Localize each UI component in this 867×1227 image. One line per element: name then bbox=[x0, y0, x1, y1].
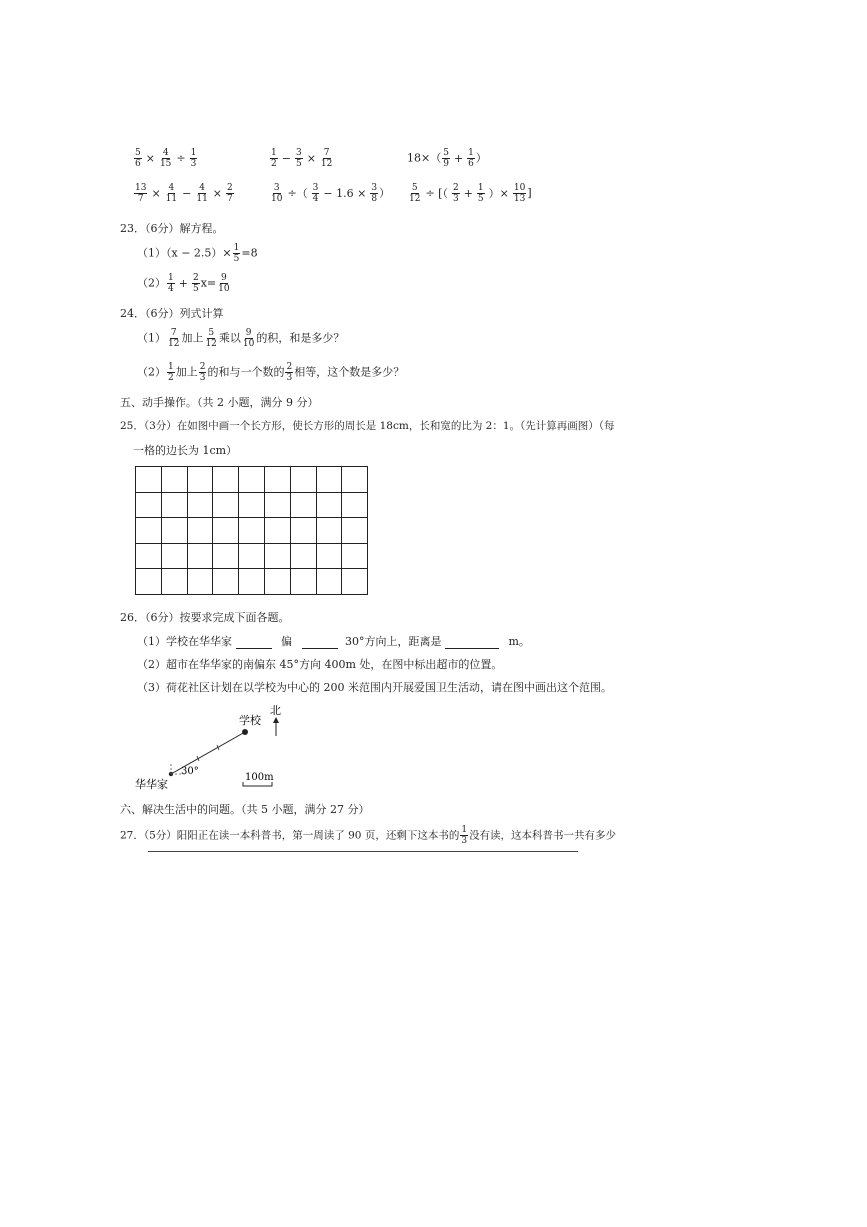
q26-part1: （1）学校在华华家 偏 30°方向上，距离是 m。 bbox=[137, 635, 530, 648]
grid-cell[interactable] bbox=[213, 492, 239, 518]
grid-cell[interactable] bbox=[264, 569, 290, 595]
q27-text: 27．（5分）阳阳正在读一本科普书，第一周读了 90 页，还剩下这本书的 $\frac{1}{3}$ 没有读，这本科普书一共有多少 bbox=[120, 825, 617, 846]
grid-cell[interactable] bbox=[161, 467, 187, 493]
grid-cell[interactable] bbox=[213, 543, 239, 569]
grid-cell[interactable] bbox=[213, 467, 239, 493]
grid-cell[interactable] bbox=[342, 492, 368, 518]
grid-cell[interactable] bbox=[136, 492, 162, 518]
fraction: $\frac{3}{4}$ bbox=[312, 183, 319, 204]
grid-cell[interactable] bbox=[239, 543, 265, 569]
grid-cell[interactable] bbox=[161, 518, 187, 544]
north-label: 北 bbox=[270, 704, 281, 717]
grid-cell[interactable] bbox=[342, 467, 368, 493]
expr-1-1: $\frac{5}{6}$ × $\frac{4}{15}$ ÷ $\frac{1}{3}$ bbox=[135, 148, 197, 169]
direction-map[interactable] bbox=[125, 700, 295, 795]
grid-cell[interactable] bbox=[213, 518, 239, 544]
fraction: $\frac{4}{11}$ bbox=[196, 183, 208, 204]
grid-cell[interactable] bbox=[316, 569, 342, 595]
q26-part3: （3）荷花社区计划在以学校为中心的 200 米范围内开展爱国卫生活动，请在图中画出这个范围。 bbox=[137, 681, 612, 694]
fraction: $\frac{9}{10}$ bbox=[242, 328, 255, 349]
grid-cell[interactable] bbox=[161, 569, 187, 595]
grid-cell[interactable] bbox=[264, 543, 290, 569]
grid-cell[interactable] bbox=[187, 543, 213, 569]
expr-2-3: $\frac{5}{12}$ ÷ [（ $\frac{2}{3}$ + $\frac{1}{5}$ ）× $\frac{10}{13}$ ] bbox=[409, 183, 532, 204]
expr-2-1: $\frac{13}{7}$ × $\frac{4}{11}$ − $\frac{4}{11}$ × $\frac{2}{7}$ bbox=[135, 183, 233, 204]
fraction: $\frac{10}{13}$ bbox=[513, 183, 526, 204]
fraction: $\frac{2}{5}$ bbox=[192, 273, 199, 294]
expr-2-2: $\frac{3}{10}$ ÷（ $\frac{3}{4}$ − 1.6 × $\frac{3}{8}$ ） bbox=[271, 183, 391, 204]
fraction: $\frac{4}{15}$ bbox=[159, 148, 172, 169]
grid-cell[interactable] bbox=[316, 492, 342, 518]
grid-cell[interactable] bbox=[161, 543, 187, 569]
fraction: $\frac{2}{3}$ bbox=[452, 183, 459, 204]
grid-row bbox=[136, 492, 368, 518]
q25-line2: 一格的边长为 1cm） bbox=[133, 444, 238, 457]
q23-part1: （1）（x − 2.5）× $\frac{1}{5}$ =8 bbox=[137, 243, 258, 264]
angle-label: 30° bbox=[181, 766, 199, 777]
grid-cell[interactable] bbox=[239, 492, 265, 518]
grid-cell[interactable] bbox=[264, 518, 290, 544]
answer-blank[interactable] bbox=[445, 637, 499, 649]
grid-cell[interactable] bbox=[136, 543, 162, 569]
fraction: $\frac{7}{12}$ bbox=[320, 148, 333, 169]
grid-row bbox=[136, 543, 368, 569]
grid-cell[interactable] bbox=[264, 467, 290, 493]
grid-cell[interactable] bbox=[290, 543, 316, 569]
grid-cell[interactable] bbox=[187, 569, 213, 595]
q26-part2: （2）超市在华华家的南偏东 45°方向 400m 处，在图中标出超市的位置。 bbox=[137, 658, 503, 671]
grid-cell[interactable] bbox=[290, 518, 316, 544]
fraction: $\frac{1}{3}$ bbox=[461, 825, 468, 846]
fraction: $\frac{9}{10}$ bbox=[218, 273, 230, 294]
fraction: $\frac{4}{11}$ bbox=[165, 183, 178, 204]
fraction: $\frac{5}{12}$ bbox=[409, 183, 421, 204]
fraction: $\frac{5}{6}$ bbox=[135, 148, 141, 169]
grid-cell[interactable] bbox=[316, 467, 342, 493]
fraction: $\frac{7}{12}$ bbox=[168, 328, 180, 349]
page-cut-line bbox=[148, 851, 578, 852]
fraction: $\frac{2}{3}$ bbox=[286, 362, 293, 383]
q24-part2: （2） $\frac{1}{2}$ 加上 $\frac{2}{3}$ 的和与一个数的 $\frac{2}{3}$ 相等，这个数是多少？ bbox=[137, 362, 405, 383]
q25-line1: 25．（3分）在如图中画一个长方形，使长方形的周长是 18cm，长和宽的比为 2：1。（先计算再画图）（每 bbox=[120, 420, 615, 432]
q26-title: 26．（6分）按要求完成下面各题。 bbox=[120, 611, 290, 624]
fraction: $\frac{1}{5}$ bbox=[477, 183, 484, 204]
q24-part1: （1） $\frac{7}{12}$ 加上 $\frac{5}{12}$ 乘以 $\frac{9}{10}$ 的积，和是多少？ bbox=[137, 328, 345, 349]
grid-cell[interactable] bbox=[239, 467, 265, 493]
expr-1-3: 18×（ $\frac{5}{9}$ + $\frac{1}{6}$ ） bbox=[407, 148, 487, 169]
fraction: $\frac{13}{7}$ bbox=[135, 183, 147, 204]
fraction: $\frac{1}{4}$ bbox=[168, 273, 174, 294]
q24-title: 24．（6分）列式计算 bbox=[120, 307, 224, 320]
grid-cell[interactable] bbox=[213, 569, 239, 595]
fraction: $\frac{1}{2}$ bbox=[271, 148, 277, 169]
q23-part2: （2） $\frac{1}{4}$ + $\frac{2}{5}$ x= $\frac{9}{10}$ bbox=[137, 273, 230, 294]
section-five-heading: 五、动手操作。（共 2 小题，满分 9 分） bbox=[120, 396, 319, 409]
fraction: $\frac{1}{2}$ bbox=[168, 362, 174, 383]
answer-blank[interactable] bbox=[302, 637, 338, 649]
grid-cell[interactable] bbox=[342, 569, 368, 595]
grid-cell[interactable] bbox=[316, 543, 342, 569]
fraction: $\frac{3}{8}$ bbox=[371, 183, 378, 204]
fraction: $\frac{1}{6}$ bbox=[468, 148, 474, 169]
grid-cell[interactable] bbox=[187, 492, 213, 518]
fraction: $\frac{1}{3}$ bbox=[190, 148, 197, 169]
drawing-grid[interactable] bbox=[135, 466, 368, 595]
grid-cell[interactable] bbox=[161, 492, 187, 518]
grid-cell[interactable] bbox=[187, 518, 213, 544]
fraction: $\frac{5}{9}$ bbox=[443, 148, 449, 169]
grid-cell[interactable] bbox=[239, 518, 265, 544]
section-six-heading: 六、解决生活中的问题。（共 5 小题，满分 27 分） bbox=[120, 803, 370, 816]
school-label: 学校 bbox=[239, 714, 261, 727]
grid-cell[interactable] bbox=[136, 467, 162, 493]
grid-row bbox=[136, 467, 368, 493]
answer-blank[interactable] bbox=[236, 637, 272, 649]
fraction: $\frac{5}{12}$ bbox=[205, 328, 217, 349]
north-arrow-icon bbox=[273, 717, 279, 723]
grid-cell[interactable] bbox=[290, 492, 316, 518]
q23-title: 23．（6分）解方程。 bbox=[120, 222, 224, 235]
fraction: $\frac{3}{10}$ bbox=[271, 183, 283, 204]
grid-row bbox=[136, 569, 368, 595]
grid-cell[interactable] bbox=[316, 518, 342, 544]
grid-cell[interactable] bbox=[136, 569, 162, 595]
grid-cell[interactable] bbox=[239, 569, 265, 595]
fraction: $\frac{3}{5}$ bbox=[295, 148, 302, 169]
fraction: $\frac{1}{5}$ bbox=[233, 243, 240, 264]
grid-cell[interactable] bbox=[290, 569, 316, 595]
scale-label: 100m bbox=[245, 772, 274, 783]
grid-cell[interactable] bbox=[342, 518, 368, 544]
home-label: 华华家 bbox=[135, 778, 168, 791]
grid-cell[interactable] bbox=[290, 467, 316, 493]
grid-cell[interactable] bbox=[136, 518, 162, 544]
expr-1-2: $\frac{1}{2}$ − $\frac{3}{5}$ × $\frac{7}{12}$ bbox=[271, 148, 333, 169]
grid-cell[interactable] bbox=[187, 467, 213, 493]
fraction: $\frac{2}{3}$ bbox=[199, 362, 206, 383]
grid-cell[interactable] bbox=[342, 543, 368, 569]
grid-row bbox=[136, 518, 368, 544]
fraction: $\frac{2}{7}$ bbox=[227, 183, 233, 204]
grid-cell[interactable] bbox=[264, 492, 290, 518]
